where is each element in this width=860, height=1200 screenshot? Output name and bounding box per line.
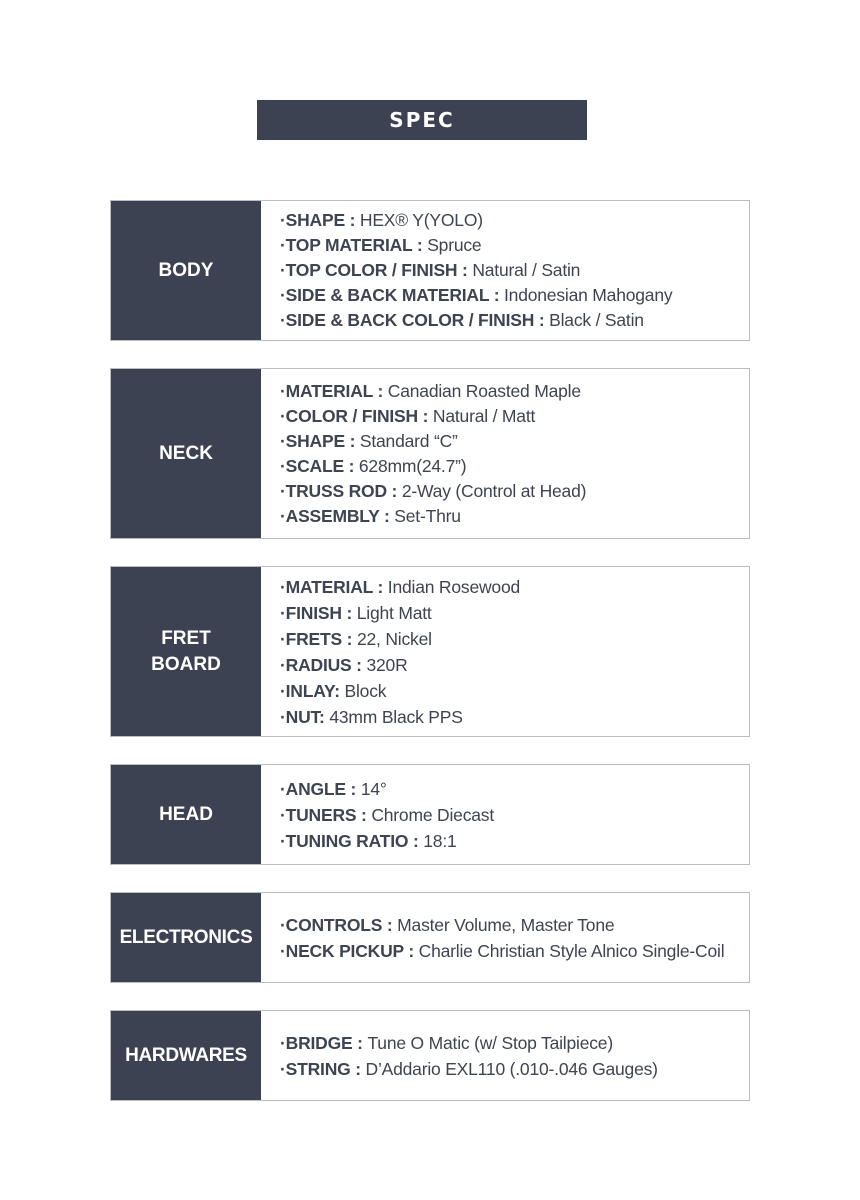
spec-value: Set-Thru: [394, 505, 461, 526]
spec-value: Black / Satin: [549, 310, 644, 330]
spec-list-fretboard: [261, 567, 749, 736]
spec-value: Spruce: [427, 235, 482, 255]
spec-value: 18:1: [423, 830, 457, 851]
spec-key: ·TUNING RATIO :: [280, 830, 424, 851]
spec-list-body: [261, 201, 749, 340]
spec-row: [280, 912, 749, 938]
spec-key: ·TOP COLOR / FINISH :: [280, 260, 473, 280]
spec-key: ·COLOR / FINISH :: [280, 405, 433, 426]
spec-row: [280, 258, 749, 283]
spec-list-head: [261, 765, 749, 864]
spec-row: [280, 379, 749, 404]
spec-row: [280, 283, 749, 308]
spec-value: Indian Rosewood: [387, 576, 521, 597]
section-label-hardwares: HARDWARES: [111, 1011, 261, 1100]
section-label-body: BODY: [111, 201, 261, 340]
spec-row: [280, 600, 749, 626]
spec-list-hardwares: [261, 1011, 749, 1100]
spec-value: Block: [344, 680, 387, 701]
spec-row: [280, 404, 749, 429]
spec-row: [280, 1030, 749, 1056]
spec-row: [280, 233, 749, 258]
spec-key: ·NECK PICKUP :: [280, 940, 419, 961]
spec-key: ·SIDE & BACK MATERIAL :: [280, 285, 504, 305]
spec-value: Charlie Christian Style Alnico Single-Coil: [418, 940, 725, 961]
spec-value: Natural / Satin: [472, 260, 581, 280]
section-label-neck: NECK: [111, 369, 261, 538]
spec-key: ·NUT:: [280, 706, 330, 727]
section-label-electronics: ELECTRONICS: [111, 893, 261, 982]
spec-row: [280, 678, 749, 704]
spec-list-neck: [261, 369, 749, 538]
spec-row: [280, 479, 749, 504]
spec-key: ·RADIUS :: [280, 654, 367, 675]
spec-row: [280, 652, 749, 678]
spec-key: ·FINISH :: [280, 602, 357, 623]
spec-value: 43mm Black PPS: [329, 706, 463, 727]
spec-key: ·SHAPE :: [280, 210, 360, 230]
spec-key: ·ASSEMBLY :: [280, 505, 395, 526]
spec-value: D’Addario EXL110 (.010-.046 Gauges): [365, 1058, 658, 1079]
spec-value: 2-Way (Control at Head): [401, 480, 587, 501]
spec-key: ·STRING :: [280, 1058, 366, 1079]
spec-value: Canadian Roasted Maple: [387, 380, 581, 401]
section-label-head: HEAD: [111, 765, 261, 864]
spec-row: [280, 454, 749, 479]
spec-row: [280, 208, 749, 233]
spec-value: Natural / Matt: [432, 405, 536, 426]
spec-value: HEX® Y(YOLO): [359, 210, 483, 230]
spec-value: 628mm(24.7”): [358, 455, 467, 476]
spec-title: SPEC: [257, 100, 587, 140]
spec-value: Standard “C”: [359, 430, 458, 451]
spec-row: [280, 938, 749, 964]
spec-key: ·TRUSS ROD :: [280, 480, 402, 501]
spec-value: 22, Nickel: [356, 628, 432, 649]
spec-key: ·FRETS :: [280, 628, 357, 649]
spec-row: [280, 626, 749, 652]
spec-row: [280, 504, 749, 529]
spec-key: ·MATERIAL :: [280, 576, 388, 597]
spec-key: ·ANGLE :: [280, 778, 361, 799]
spec-key: ·BRIDGE :: [280, 1032, 368, 1053]
spec-row: [280, 704, 749, 730]
spec-value: 320R: [366, 654, 408, 675]
spec-key: ·SCALE :: [280, 455, 359, 476]
spec-row: [280, 574, 749, 600]
section-neck: [110, 368, 750, 539]
section-label-fretboard: FRET BOARD: [111, 567, 261, 736]
section-head: [110, 764, 750, 865]
section-fretboard: [110, 566, 750, 737]
spec-value: Indonesian Mahogany: [504, 285, 673, 305]
spec-row: [280, 308, 749, 333]
spec-key: ·INLAY:: [280, 680, 345, 701]
spec-row: [280, 429, 749, 454]
spec-value: 14°: [360, 778, 387, 799]
spec-value: Chrome Diecast: [371, 804, 494, 825]
spec-key: ·CONTROLS :: [280, 914, 398, 935]
spec-value: Master Volume, Master Tone: [397, 914, 615, 935]
spec-key: ·SIDE & BACK COLOR / FINISH :: [280, 310, 550, 330]
section-hardwares: [110, 1010, 750, 1101]
spec-row: [280, 802, 749, 828]
section-electronics: [110, 892, 750, 983]
spec-key: ·TOP MATERIAL :: [280, 235, 428, 255]
spec-key: ·SHAPE :: [280, 430, 360, 451]
spec-key: ·MATERIAL :: [280, 380, 388, 401]
spec-row: [280, 1056, 749, 1082]
spec-key: ·TUNERS :: [280, 804, 372, 825]
spec-value: Light Matt: [356, 602, 432, 623]
spec-row: [280, 828, 749, 854]
spec-list-electronics: [261, 893, 749, 982]
section-body: [110, 200, 750, 341]
spec-row: [280, 776, 749, 802]
spec-value: Tune O Matic (w/ Stop Tailpiece): [367, 1032, 613, 1053]
